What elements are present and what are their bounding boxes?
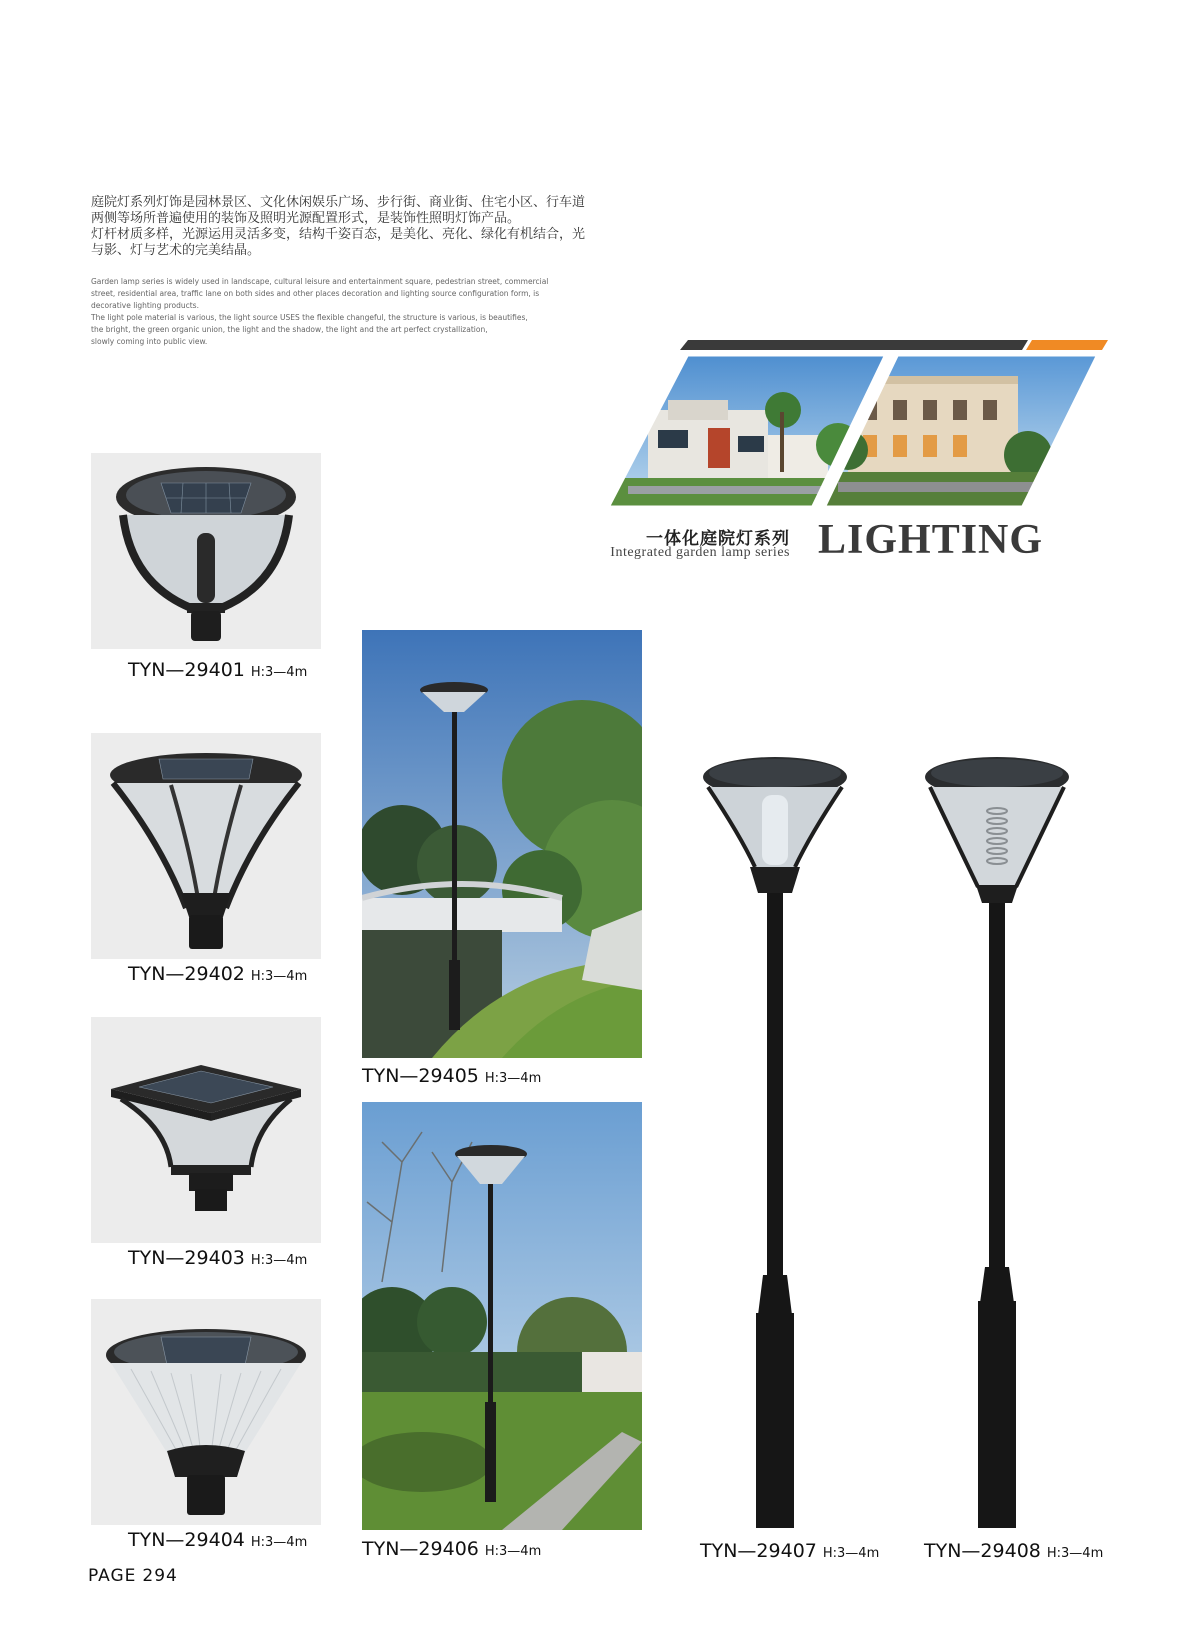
series-title-chinese: 一体化庭院灯系列 [646,529,790,549]
header-banner [608,340,1108,512]
product-thumb-29404 [91,1299,321,1525]
series-title-english: Integrated garden lamp series [610,545,790,560]
product-label-29403 [128,1247,307,1269]
intro-cn-line: 庭院灯系列灯饰是园林景区、文化休闲娱乐广场、步行街、商业街、住宅小区、行车道 [91,195,586,210]
model-number: TYN—29402 [128,963,245,985]
product-thumb-29402 [91,733,321,959]
product-label-29405 [362,1065,541,1087]
intro-cn-line: 灯杆材质多样，光源运用灵活多变，结构千姿百态，是美化、亮化、绿化有机结合，光 [91,227,586,242]
intro-en-line: decorative lighting products. [91,301,199,310]
height-spec: H:3—4m [484,1071,542,1086]
intro-english [91,276,601,348]
product-label-29407 [700,1540,879,1562]
lamp-29406-scene [362,1102,642,1530]
intro-en-line: slowly coming into public view. [91,337,208,346]
lamp-29407-pole-image [700,755,850,1535]
intro-en-line: Garden lamp series is widely used in landscape, cultural leisure and entertainment square, pedestrian street, commercial [91,277,549,286]
lamp-29404-image [91,1299,321,1525]
product-label-29402 [128,963,307,985]
intro-cn-line: 与影、灯与艺术的完美结晶。 [91,243,261,258]
product-photo-29405 [362,630,642,1058]
lamp-29403-image [91,1017,321,1243]
lamp-29401-image [91,453,321,649]
intro-en-line: street, residential area, traffic lane on both sides and other places decoration and lighting source configuration form, is [91,289,540,298]
model-number: TYN—29404 [128,1529,245,1551]
intro-en-line: the bright, the green organic union, the light and the shadow, the light and the art perfect crystallization, [91,325,488,334]
lamp-29408-pole-image [922,755,1072,1535]
lighting-heading: LIGHTING [818,517,1044,563]
intro-cn-line: 两侧等场所普遍使用的装饰及照明光源配置形式，是装饰性照明灯饰产品。 [91,211,521,226]
product-label-29401 [128,659,307,681]
model-number: TYN—29401 [128,659,245,681]
product-thumb-29403 [91,1017,321,1243]
height-spec: H:3—4m [484,1544,542,1559]
model-number: TYN—29406 [362,1538,479,1560]
product-label-29404 [128,1529,307,1551]
height-spec: H:3—4m [250,665,308,680]
height-spec: H:3—4m [250,1253,308,1268]
model-number: TYN—29405 [362,1065,479,1087]
height-spec: H:3—4m [822,1546,880,1561]
height-spec: H:3—4m [250,969,308,984]
page-number [88,1566,184,1586]
page-value: 294 [142,1566,178,1586]
product-photo-29406 [362,1102,642,1530]
model-number: TYN—29403 [128,1247,245,1269]
intro-chinese [91,195,601,259]
product-thumb-29401 [91,453,321,649]
model-number: TYN—29408 [924,1540,1041,1562]
height-spec: H:3—4m [1046,1546,1104,1561]
lamp-29405-scene [362,630,642,1058]
product-label-29408 [924,1540,1103,1562]
model-number: TYN—29407 [700,1540,817,1562]
page-label: PAGE [88,1566,137,1586]
intro-en-line: The light pole material is various, the light source USES the flexible changeful, the structure is various, is beautifies, [91,313,528,322]
banner-dark-bar [680,340,1028,350]
banner-accent-bar [1026,340,1108,350]
height-spec: H:3—4m [250,1535,308,1550]
product-label-29406 [362,1538,541,1560]
lamp-29402-image [91,733,321,959]
